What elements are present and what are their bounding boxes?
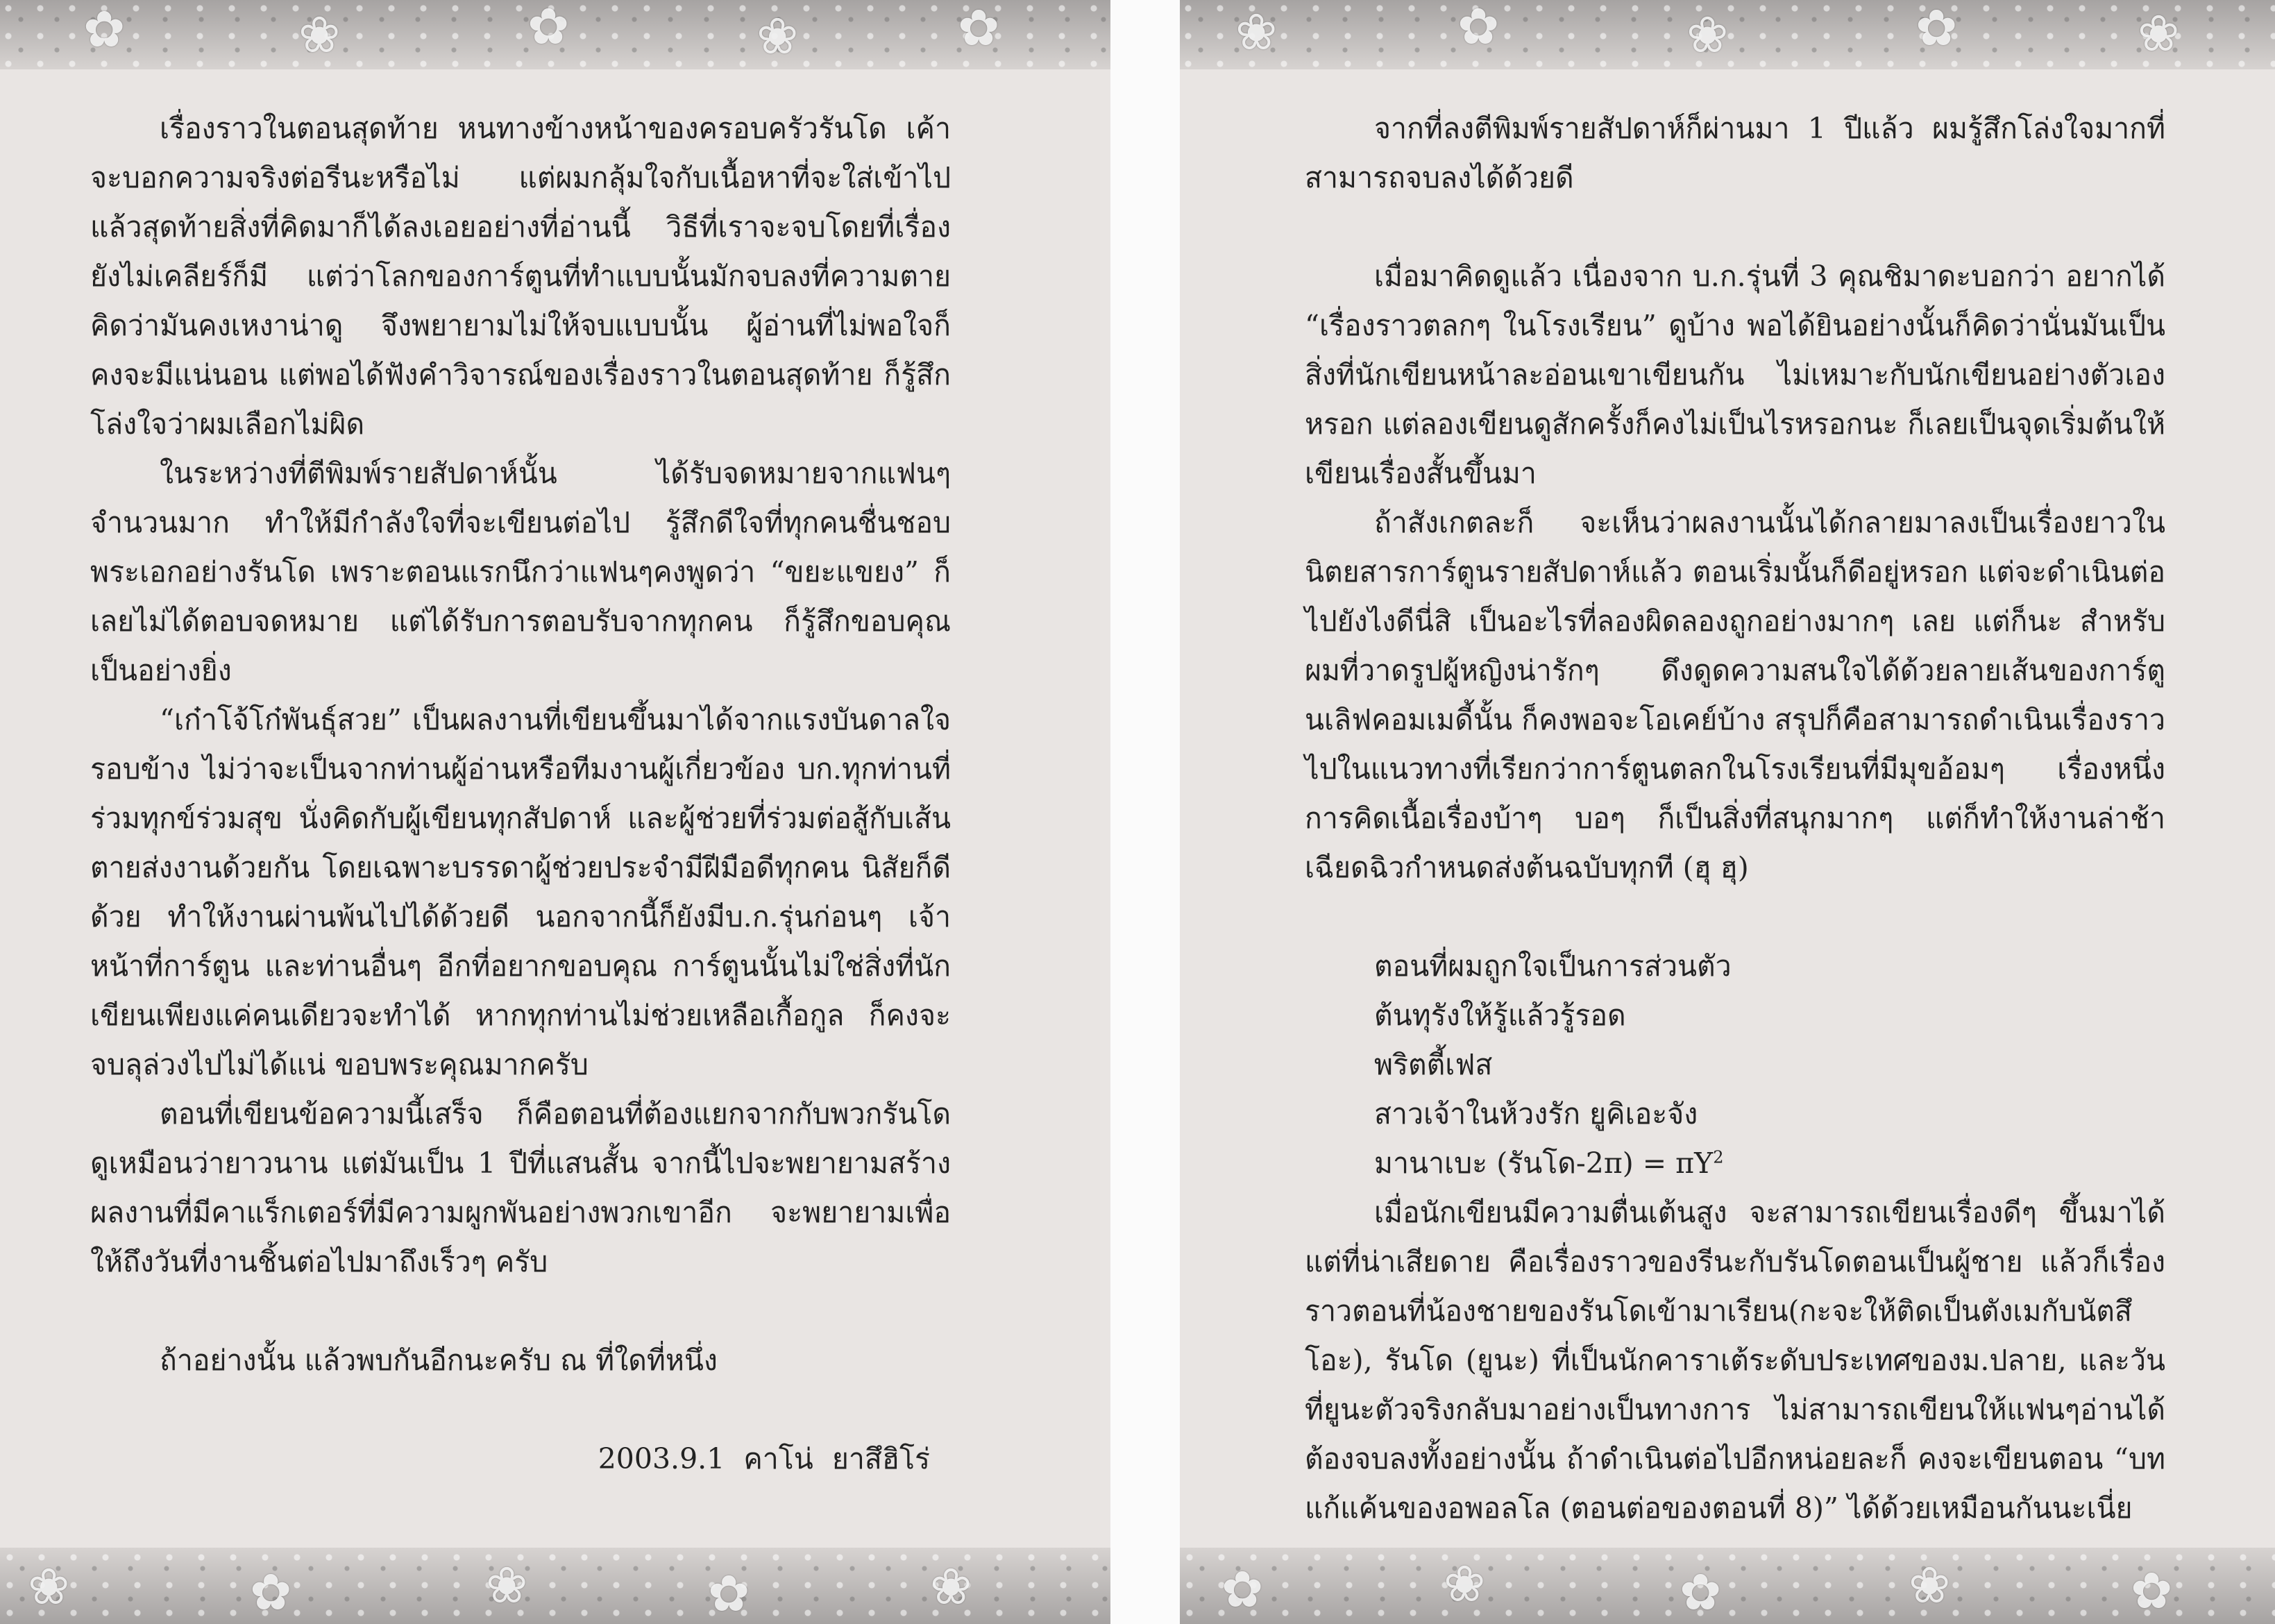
paragraph: ถ้าสังเกตละก็ จะเห็นว่าผลงานนั้นได้กลายมาลงเป็นเรื่องยาวในนิตยสารการ์ตูนรายสัปดาห์แล้ว ตอนเริ่มนั้นก็ดีอยู่หรอก แต่จะดำเนินต่อไปยังไงดีนี่สิ เป็นอะไรที่ลองผิดลองถูกอย่างมากๆ เลย แต่ก็นะ สำหรับผมที่วาดรูปผู้หญิงน่ารักๆ ดึงดูดความสนใจได้ด้วยลายเส้นของการ์ตูนเลิฟคอมเมดี้นั้น ก็คงพอจะโอเคย์บ้าง สรุปก็คือสามารถดำเนินเรื่องราวไปในแนวทางที่เรียกว่าการ์ตูนตลกในโรงเรียนที่มีมุขอ้อมๆ เรื่องหนึ่ง การคิดเนื้อเรื่องบ้าๆ บอๆ ก็เป็นสิ่งที่สนุกมากๆ แต่ก็ทำให้งานล่าช้า เฉียดฉิวกำหนดส่งต้นฉบับทุกที (ฮุ ฮุ) [1305,506,2165,884]
sakura-flower-icon: ❀ [298,6,341,64]
paragraph: เมื่อนักเขียนมีความตื่นเต้นสูง จะสามารถเขียนเรื่องดีๆ ขึ้นมาได้ แต่ที่น่าเสียดาย คือเรื่องราวของรีนะกับรันโดตอนเป็นผู้ชาย แล้วก็เรื่องราวตอนที่น้องชายของรันโดเข้ามาเรียน(กะจะให้ติดเป็นตังเมกับนัตสึโอะ), รันโด (ยูนะ) ที่เป็นนักคาราเต้ระดับประเทศของม.ปลาย, และวันที่ยูนะตัวจริงกลับมาอย่างเป็นทางการ ไม่สามารถเขียนให้แฟนๆอ่านได้ ต้องจบลงทั้งอย่างนั้น ถ้าดำเนินต่อไปอีกหน่อยละก็ คงจะเขียนตอน “บทแก้แค้นของอพอลโล (ตอนต่อของตอนที่ 8)” ได้ด้วยเหมือนกันนะเนี่ย [1305,1196,2165,1525]
sakura-flower-icon: ❀ [1444,1555,1486,1613]
list-item: ต้นทุรังให้รู้แล้วรู้รอด [1374,999,1626,1032]
sakura-flower-icon: ✿ [1915,0,1958,57]
floral-border-bottom [1180,1548,2275,1624]
sakura-flower-icon: ✿ [1457,0,1500,56]
sakura-flower-icon: ✿ [958,0,1000,57]
sakura-flower-icon: ❀ [1909,1556,1951,1614]
sakura-flower-icon: ✿ [1680,1563,1722,1621]
sakura-flower-icon: ✿ [527,0,570,56]
sakura-flower-icon: ✿ [250,1563,292,1621]
sakura-flower-icon: ❀ [28,1557,70,1616]
sakura-flower-icon: ❀ [930,1557,972,1616]
paragraph: ในระหว่างที่ตีพิมพ์รายสัปดาห์นั้น ได้รับจดหมายจากแฟนๆ จำนวนมาก ทำให้มีกำลังใจที่จะเขียนต่อไป รู้สึกดีใจที่ทุกคนชื่นชอบพระเอกอย่างรันโด เพราะตอนแรกนึกว่าแฟนๆคงพูดว่า “ขยะแขยง” ก็เลยไม่ได้ตอบจดหมาย แต่ได้รับการตอบรับจากทุกคน ก็รู้สึกขอบคุณเป็นอย่างยิ่ง [90,457,951,687]
sakura-flower-icon: ❀ [2138,4,2180,62]
page-gutter [1110,0,1180,1624]
closing-line: ถ้าอย่างนั้น แล้วพบกันอีกนะครับ ณ ที่ใดที่หนึ่ง [160,1344,718,1377]
sakura-flower-icon: ✿ [83,0,126,58]
sakura-flower-icon: ❀ [1235,3,1278,61]
paragraph: เมื่อมาคิดดูแล้ว เนื่องจาก บ.ก.รุ่นที่ 3 คุณชิมาดะบอกว่า อยากได้ “เรื่องราวตลกๆ ในโรงเรียน” ดูบ้าง พอได้ยินอย่างนั้นก็คิดว่านั่นมันเป็นสิ่งที่นักเขียนหน้าละอ่อนเขาเขียนกัน ไม่เหมาะกับนักเขียนอย่างตัวเองหรอก แต่ลองเขียนดูสักครั้งก็คงไม่เป็นไรหรอกนะ ก็เลยเป็นจุดเริ่มต้นให้เขียนเรื่องสั้นขึ้นมา [1305,260,2165,490]
floral-border-top [1180,0,2275,69]
list-item: พริตตี้เฟส [1374,1048,1493,1081]
right-page-text [1305,104,2165,1533]
list-item: สาวเจ้าในห้วงรัก ยูคิเอะจัง [1374,1097,1698,1131]
formula-superscript: 2 [1713,1147,1724,1167]
sakura-flower-icon: ❀ [486,1556,528,1614]
formula-text: มานาเบะ (รันโด-2π) = πY [1374,1147,1714,1180]
right-page [1180,0,2275,1624]
paragraph: เรื่องราวในตอนสุดท้าย หนทางข้างหน้าของครอบครัวรันโด เค้าจะบอกความจริงต่อรีนะหรือไม่ แต่ผมกลุ้มใจกับเนื้อหาที่จะใส่เข้าไป แล้วสุดท้ายสิ่งที่คิดมาก็ได้ลงเอยอย่างที่อ่านนี้ วิธีที่เราจะจบโดยที่เรื่องยังไม่เคลียร์ก็มี แต่ว่าโลกของการ์ตูนที่ทำแบบนั้นมักจบลงที่ความตาย คิดว่ามันคงเหงาน่าดู จึงพยายามไม่ให้จบแบบนั้น ผู้อ่านที่ไม่พอใจก็คงจะมีแน่นอน แต่พอได้ฟังคำวิจารณ์ของเรื่องราวในตอนสุดท้าย ก็รู้สึกโล่งใจว่าผมเลือกไม่ผิด [90,112,951,441]
left-page-text [90,104,951,1484]
intro-paragraph: จากที่ลงตีพิมพ์รายสัปดาห์ก็ผ่านมา 1 ปีแล้ว ผมรู้สึกโล่งใจมากที่สามารถจบลงได้ด้วยดี [1305,112,2165,194]
list-item: ตอนที่ผมถูกใจเป็นการส่วนตัว [1374,949,1732,983]
sakura-flower-icon: ✿ [1221,1560,1264,1618]
paragraph: “เก๋าโจ้โก๋พันธุ์สวย” เป็นผลงานที่เขียนขึ้นมาได้จากแรงบันดาลใจรอบข้าง ไม่ว่าจะเป็นจากท่านผู้อ่านหรือทีมงานผู้เกี่ยวข้อง บก.ทุกท่านที่ร่วมทุกข์ร่วมสุข นั่งคิดกับผู้เขียนทุกสัปดาห์ และผู้ช่วยที่ร่วมต่อสู้กับเส้นตายส่งงานด้วยกัน โดยเฉพาะบรรดาผู้ช่วยประจำมีฝีมือดีทุกคน นิสัยก็ดีด้วย ทำให้งานผ่านพ้นไปได้ด้วยดี นอกจากนี้ก็ยังมีบ.ก.รุ่นก่อนๆ เจ้าหน้าที่การ์ตูน และท่านอื่นๆ อีกที่อยากขอบคุณ การ์ตูนนั้นไม่ใช่สิ่งที่นักเขียนเพียงแค่คนเดียวจะทำได้ หากทุกท่านไม่ช่วยเหลือเกื้อกูล ก็คงจะจบลุล่วงไปไม่ได้แน่ ขอบพระคุณมากครับ [90,703,951,1081]
signature: 2003.9.1 คาโน่ ยาสึฮิโร่ [598,1442,930,1475]
sakura-flower-icon: ❀ [756,7,799,65]
sakura-flower-icon: ✿ [708,1564,750,1623]
paragraph: ตอนที่เขียนข้อความนี้เสร็จ ก็คือตอนที่ต้องแยกจากกับพวกรันโด ดูเหมือนว่ายาวนาน แต่มันเป็น 1 ปีที่แสนสั้น จากนี้ไปจะพยายามสร้างผลงานที่มีคาแร็กเตอร์ที่มีความผูกพันอย่างพวกเขาอีก จะพยายามเพื่อให้ถึงวันที่งานชิ้นต่อไปมาถึงเร็วๆ ครับ [90,1097,951,1278]
sakura-flower-icon: ❀ [1686,6,1729,64]
list-item [1374,1139,2165,1188]
sakura-flower-icon: ✿ [2131,1562,2173,1620]
floral-border-bottom [0,1548,1110,1624]
floral-border-top [0,0,1110,69]
favorite-episodes-list [1374,942,2165,1188]
left-page [0,0,1110,1624]
